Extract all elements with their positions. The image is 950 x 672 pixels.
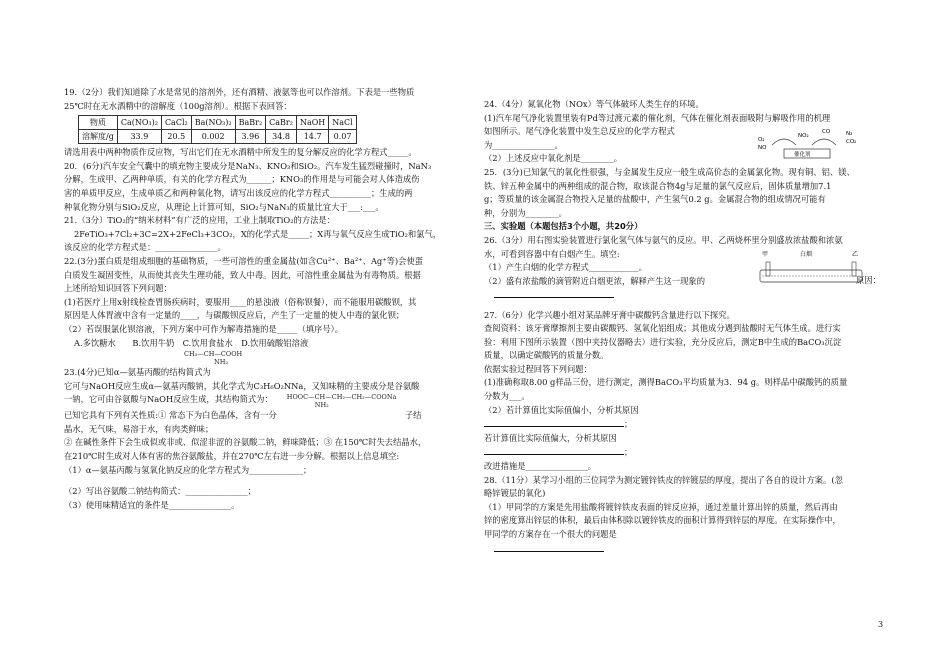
q20-line3: 害的单质甲反应，生成单质乙和两种氧化物，请写出该反应的化学方程式__________；生成的两 <box>64 187 413 198</box>
q27-line4: 质量，以确定碳酸钙的质量分数。 <box>484 350 609 361</box>
q28-line4: 锌的密度算出锌层的体积，最后由体积除以镀锌铁皮的面积计算得到锌层的厚度。在实际操作中， <box>484 515 841 526</box>
answer-blank[interactable] <box>494 542 604 552</box>
table-row-label: 溶解度/g <box>79 130 118 144</box>
formula-sub: NH₂ <box>314 401 329 410</box>
section-heading: 三、实验题（本题包括3个小题，共20分） <box>484 221 643 232</box>
q23-sub1: （1）α—氨基丙酸与氢氧化钠反应的化学方程式为_____________； <box>64 464 312 475</box>
formula-main: HOOC—CH—CH₂—CH₂—COONa <box>286 393 397 402</box>
spacer <box>484 86 889 98</box>
q23-sub3: （3）使用味精适宜的条件是_______________。 <box>64 499 240 510</box>
q23-line6: ② 在碱性条件下会生成似或非或、似涩非涩的谷氨酸二钠，鲜味降低；③ 在150℃时失去结晶水， <box>64 437 427 448</box>
table-cell: 0.002 <box>191 130 235 144</box>
n2-label: N₂ <box>846 131 853 138</box>
q28-answer-line <box>484 542 889 557</box>
q23-line3: 一钠，它可由谷氨酸与NaOH反应生成，其结构简式为： <box>64 394 273 405</box>
q22-line5: 原因是人体胃液中含有一定量的____，与碳酸钡反应后，产生了一定量的使人中毒的氯化钡； <box>64 310 405 321</box>
table-row <box>79 130 357 144</box>
q23-line4-row <box>64 409 477 423</box>
q26-figure-row <box>484 248 889 289</box>
q24-line3: 如图所示。尾气净化装置中发生总反应的化学方程式 <box>484 126 675 137</box>
no-label: NO <box>758 145 767 152</box>
q19-line1: 19.（2分）我们知道除了水是常见的溶剂外，还有酒精、液氨等也可以作溶剂。下表是一些物质 <box>64 87 415 97</box>
q23-line1: 23.(4分)已知α—氨基丙酸的结构简式为 <box>64 367 211 378</box>
co-label: CO <box>822 129 831 136</box>
left-column <box>64 86 477 512</box>
table-cell: 0.07 <box>329 130 356 144</box>
solubility-table <box>78 115 357 144</box>
answer-blank[interactable] <box>484 445 624 455</box>
adsorption-arrow <box>772 139 796 145</box>
q20-line1: 20．(6分)汽车安全气囊中的填充物主要成分是NaN₃、KNO₃和SiO₂。汽车发生猛烈碰撞时，NaN₃ <box>64 160 432 171</box>
q27-answer-line: ； <box>484 445 889 460</box>
table-header-row <box>79 116 357 130</box>
table-header-cell: 物质 <box>79 116 118 130</box>
o2-label: O₂ <box>758 137 765 144</box>
q25-line4: 种，分别为________。 <box>484 207 567 218</box>
q23-line4: 已知它具有下列有关性质:① 常态下为白色晶体，含有一分 <box>64 410 277 421</box>
q27-line9: 若计算值比实际值偏大，分析其原因 <box>484 432 617 443</box>
table-header-cell: NaOH <box>296 116 328 130</box>
q24-figure-row <box>484 125 889 166</box>
spacer <box>64 477 477 485</box>
table-cell: 34.8 <box>266 130 297 144</box>
q22-options: A.多饮糖水 B.饮用牛奶 C.饮用食盐水 D.饮用硫酸铝溶液 <box>74 337 309 348</box>
hcl-nh3-apparatus <box>756 248 866 288</box>
catalyst-diagram <box>754 125 864 163</box>
q28-line5: 甲同学的方案存在一个很大的问题是 <box>484 529 617 539</box>
q27-line1: 27.（6分）化学兴趣小组对某品牌牙膏中碳酸钙含量进行以下探究。 <box>484 309 735 320</box>
q24-line4: 为_______________。 <box>484 139 563 150</box>
q28-line1: 28.（11分）某学习小组的三位同学为测定镀锌铁皮的锌镀层的厚度，提出了各自的设计方案。(忽 <box>484 474 843 485</box>
q24-line1: 24.（4分）氮氧化物（NOx）等气体破坏人类生存的环境。 <box>484 99 704 109</box>
q19-line2: 25℃时在无水酒精中的溶解度（100g溶剂）。根据下表回答： <box>64 100 292 111</box>
q23-sub2: （2）写出谷氨酸二钠结构简式：_______________； <box>64 486 256 497</box>
white-smoke-label: 白烟 <box>800 250 813 258</box>
q23-line4-end: 子结 <box>404 410 422 421</box>
q25-line3: g；等质量的该金属混合物投入足量的盐酸中，产生氢气0.2 g。金属混合物的组成情况可能有 <box>484 194 826 205</box>
q27-line8: （2）若计算值比实际值偏小，分析其原因 <box>484 404 639 415</box>
q26-answer-line <box>484 288 889 303</box>
q22-line3: 上述所给知识回答下列问题： <box>64 283 172 294</box>
q26-line4: （2）盛有浓盐酸的滴管附近白烟更浓，解释产生这一现象的 <box>484 275 705 286</box>
formula-sub: NH₂ <box>214 358 228 367</box>
table-header-cell: BaBr₂ <box>235 116 266 130</box>
q25-line2: 铁、锌五种金属中的两种组成的混合物，取该混合物4g与足量的氯气反应后，固体质量增加7.1 <box>484 180 832 191</box>
q23-line3-row <box>64 393 477 409</box>
no2-label: NO₂ <box>798 133 809 140</box>
q25-line1: 25．(3分)已知氯气的氧化性很强，与金属发生反应一般生成高价态的金属氯化物。现有铜、铝、镁、 <box>484 166 855 177</box>
table-header-cell: Ca(NO₃)₂ <box>117 116 161 130</box>
q28-line2: 略锌镀层的氧化) <box>484 488 546 499</box>
q27-line2: 查阅资料：该牙膏摩擦剂主要由碳酸钙、氢氧化铝组成；其他成分遇到盐酸时无气体生成。进行实 <box>484 323 841 334</box>
formula-main: CH₃—CH—COOH <box>184 350 243 359</box>
co2-label: CO₂ <box>846 139 857 146</box>
q21-line1: 21.（3分）TiO₂的“纳米材料”有广泛的应用，工业上制取TiO₂的方法是： <box>64 215 336 226</box>
beaker-jia-label: 甲 <box>762 250 769 258</box>
q23-line7: 在210℃时生成对人体有害的焦谷氨酸盐，并在270℃左右进一步分解。根据以上信息填空: <box>64 451 400 462</box>
q22-line4: (1)若医疗上用x射线检查胃肠疾病时，要服用____的悬浊液（俗称钡餐），而不能服用碳酸钡，其 <box>64 296 417 307</box>
q21-line3: 该反应的化学方程式是：_______________。 <box>64 242 226 253</box>
q22-line1: 22.(3分)蛋白质是组成细胞的基础物质，一些可溶性的重金属盐(如含Cu²⁺、Ba²⁺、Ag⁺等)会使蛋 <box>64 255 424 266</box>
q24-text-block <box>484 125 754 166</box>
desorption-arrow <box>812 139 836 145</box>
msg-structure <box>287 393 397 409</box>
table-header-cell: NaCl <box>329 116 356 130</box>
q23-line5: 晶水，无气味，易溶于水，有肉类鲜味； <box>64 423 214 434</box>
q22-line6: （2）若误服氯化钡溶液，下列方案中可作为解毒措施的是_____（填序号）。 <box>64 323 344 334</box>
table-header-cell: CaBr₂ <box>266 116 297 130</box>
q27-line5: 依据实验过程回答下列问题： <box>484 363 592 374</box>
page-number: 3 <box>878 620 884 629</box>
q27-line10: 改进措施是_______________。 <box>484 461 597 472</box>
q24-line5: （2）上述反应中氧化剂是________。 <box>484 153 623 164</box>
q28-line3: （1）甲同学的方案是先用盐酸将镀锌铁皮表面的锌反应掉，通过差量计算出锌的质量，然后再由 <box>484 501 838 512</box>
q27-answer-line: ； <box>484 417 889 432</box>
q22-line2: 白质发生凝固变性，从而使其丧失生理功能，致人中毒。因此，可溶性重金属盐为有毒物质。根据 <box>64 269 421 280</box>
q26-text-block <box>484 248 756 289</box>
dropper-left <box>766 262 770 276</box>
catalyst-label: 催化剂 <box>794 152 811 159</box>
q19-line3: 请选用表中两种物质作反应物，写出它们在无水酒精中所发生的复分解反应的化学方程式_____。 <box>64 147 417 158</box>
q27-line6: (1)准确称取8.00 g样品三份，进行测定，测得BaCO₃平均质量为3．94 g。则样品中碳酸钙的质量 <box>484 377 848 388</box>
answer-blank[interactable] <box>494 288 614 298</box>
right-column <box>484 86 889 556</box>
table-header-cell: CaCl₂ <box>161 116 191 130</box>
beaker-yi-label: 乙 <box>852 250 859 258</box>
table-cell: 14.7 <box>296 130 328 144</box>
q20-line2: 分解，生成甲、乙两种单质，有关的化学方程式为______；KNO₃的作用是与可能会对人体造成伤 <box>64 174 420 185</box>
q27-line7: 分数为___。 <box>484 391 530 402</box>
table-cell: 33.9 <box>117 130 161 144</box>
table-header-cell: Ba(NO₃)₂ <box>191 116 235 130</box>
q26-line1: 26.（3分）用右图实验装置进行氯化氢气体与氨气的反应。甲、乙两烧杯里分别盛放浓盐酸和浓氨 <box>484 234 843 245</box>
answer-blank[interactable] <box>484 417 624 427</box>
q24-line2: (1)汽车尾气净化装置里装有Pd等过渡元素的催化剂，气体在催化剂表面吸附与解吸作用的机理 <box>484 112 831 123</box>
q26-line2: 水，可看到容器中有白烟产生。填空: <box>484 248 620 259</box>
q26-line3: （1）产生白烟的化学方程式____________。 <box>484 262 647 273</box>
alanine-structure <box>184 350 477 366</box>
table-cell: 20.5 <box>161 130 191 144</box>
q23-line2: 它可与NaOH反应生成α—氨基丙酸钠，其化学式为C₃H₆O₂NNa，又知味精的主要成分是谷氨酸 <box>64 380 420 391</box>
table-cell: 3.96 <box>235 130 266 144</box>
q21-line2: 2FeTiO₃+7Cl₂+3C=2X+2FeCl₃+3CO₂，X的化学式是_____；X再与氧气反应生成TiO₂和氯气， <box>74 228 442 239</box>
q20-line4: 种氧化物分别与SiO₂反应，从理论上计算可知，SiO₂与NaN₃的质量比宜大于___:___。 <box>64 201 384 212</box>
q26-line4-end: 原因： <box>856 275 881 286</box>
q27-line3: 验：利用下图所示装置（图中夹持仪器略去）进行实验，充分反应后，测定B中生成的BaCO₃沉淀 <box>484 336 842 347</box>
